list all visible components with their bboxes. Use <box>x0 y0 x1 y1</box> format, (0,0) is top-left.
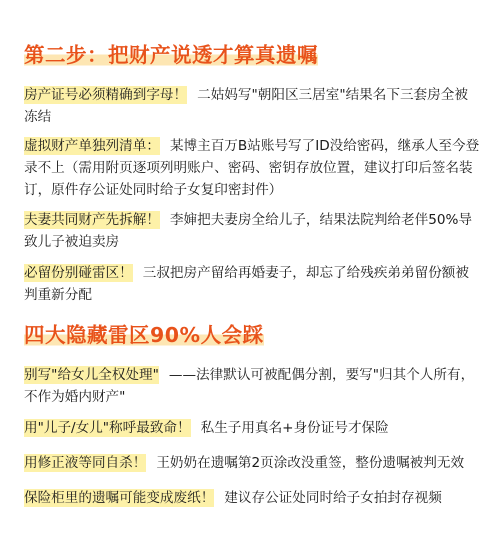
trap-keyword: 别写"给女儿全权处理" <box>24 367 159 383</box>
trap-text: 王奶奶在遗嘱第2页涂改没重签，整份遗嘱被判无效 <box>156 455 465 471</box>
trap-keyword: 保险柜里的遗嘱可能变成废纸！ <box>24 490 215 506</box>
tip-item-virtual-assets <box>24 135 480 201</box>
trap-text: 建议存公证处同时给子女拍封存视频 <box>224 490 442 506</box>
trap-text: 私生子用真名+身份证号才保险 <box>200 420 389 436</box>
tip-text: 某博主百万B站账号写了ID没给密码，继承人至今登录不上（需用附页逐项列明账户、密码、密钥存放位置，建议打印后签名装订，原件存公证处同时给子女复印密封件） <box>24 138 480 198</box>
tip-item-joint-property <box>24 209 480 253</box>
trap-keyword: 用"儿子/女儿"称呼最致命！ <box>24 420 191 436</box>
tip-item-reserved-share <box>24 262 480 306</box>
trap-keyword: 用修正液等同自杀！ <box>24 455 147 471</box>
section-title-step-two: 第二步：把财产说透才算真遗嘱 <box>24 38 318 68</box>
tip-keyword: 房产证号必须精确到字母！ <box>24 87 188 103</box>
tip-keyword: 虚拟财产单独列清单： <box>24 138 160 154</box>
section-title-hidden-traps: 四大隐藏雷区90%人会踩 <box>24 318 264 348</box>
tip-keyword: 必留份别碰雷区！ <box>24 265 133 281</box>
tip-keyword: 夫妻共同财产先拆解！ <box>24 212 160 228</box>
trap-item-daughter-wording <box>24 364 480 408</box>
trap-item-correction-fluid <box>24 452 480 474</box>
tip-text: 二姑妈写"朝阳区三居室"结果名下三套房全被冻结 <box>24 87 468 125</box>
tip-text: 三叔把房产留给再婚妻子，却忘了给残疾弟弟留份额被判重新分配 <box>24 265 469 303</box>
tip-text: 李婶把夫妻房全给儿子，结果法院判给老伴50%导致儿子被迫卖房 <box>24 212 473 250</box>
trap-text: ——法律默认可被配偶分割，要写"归其个人所有，不作为婚内财产" <box>24 367 475 405</box>
trap-item-son-daughter-title <box>24 417 480 439</box>
tip-item-property-cert <box>24 84 480 128</box>
trap-item-safe-box <box>24 487 480 509</box>
